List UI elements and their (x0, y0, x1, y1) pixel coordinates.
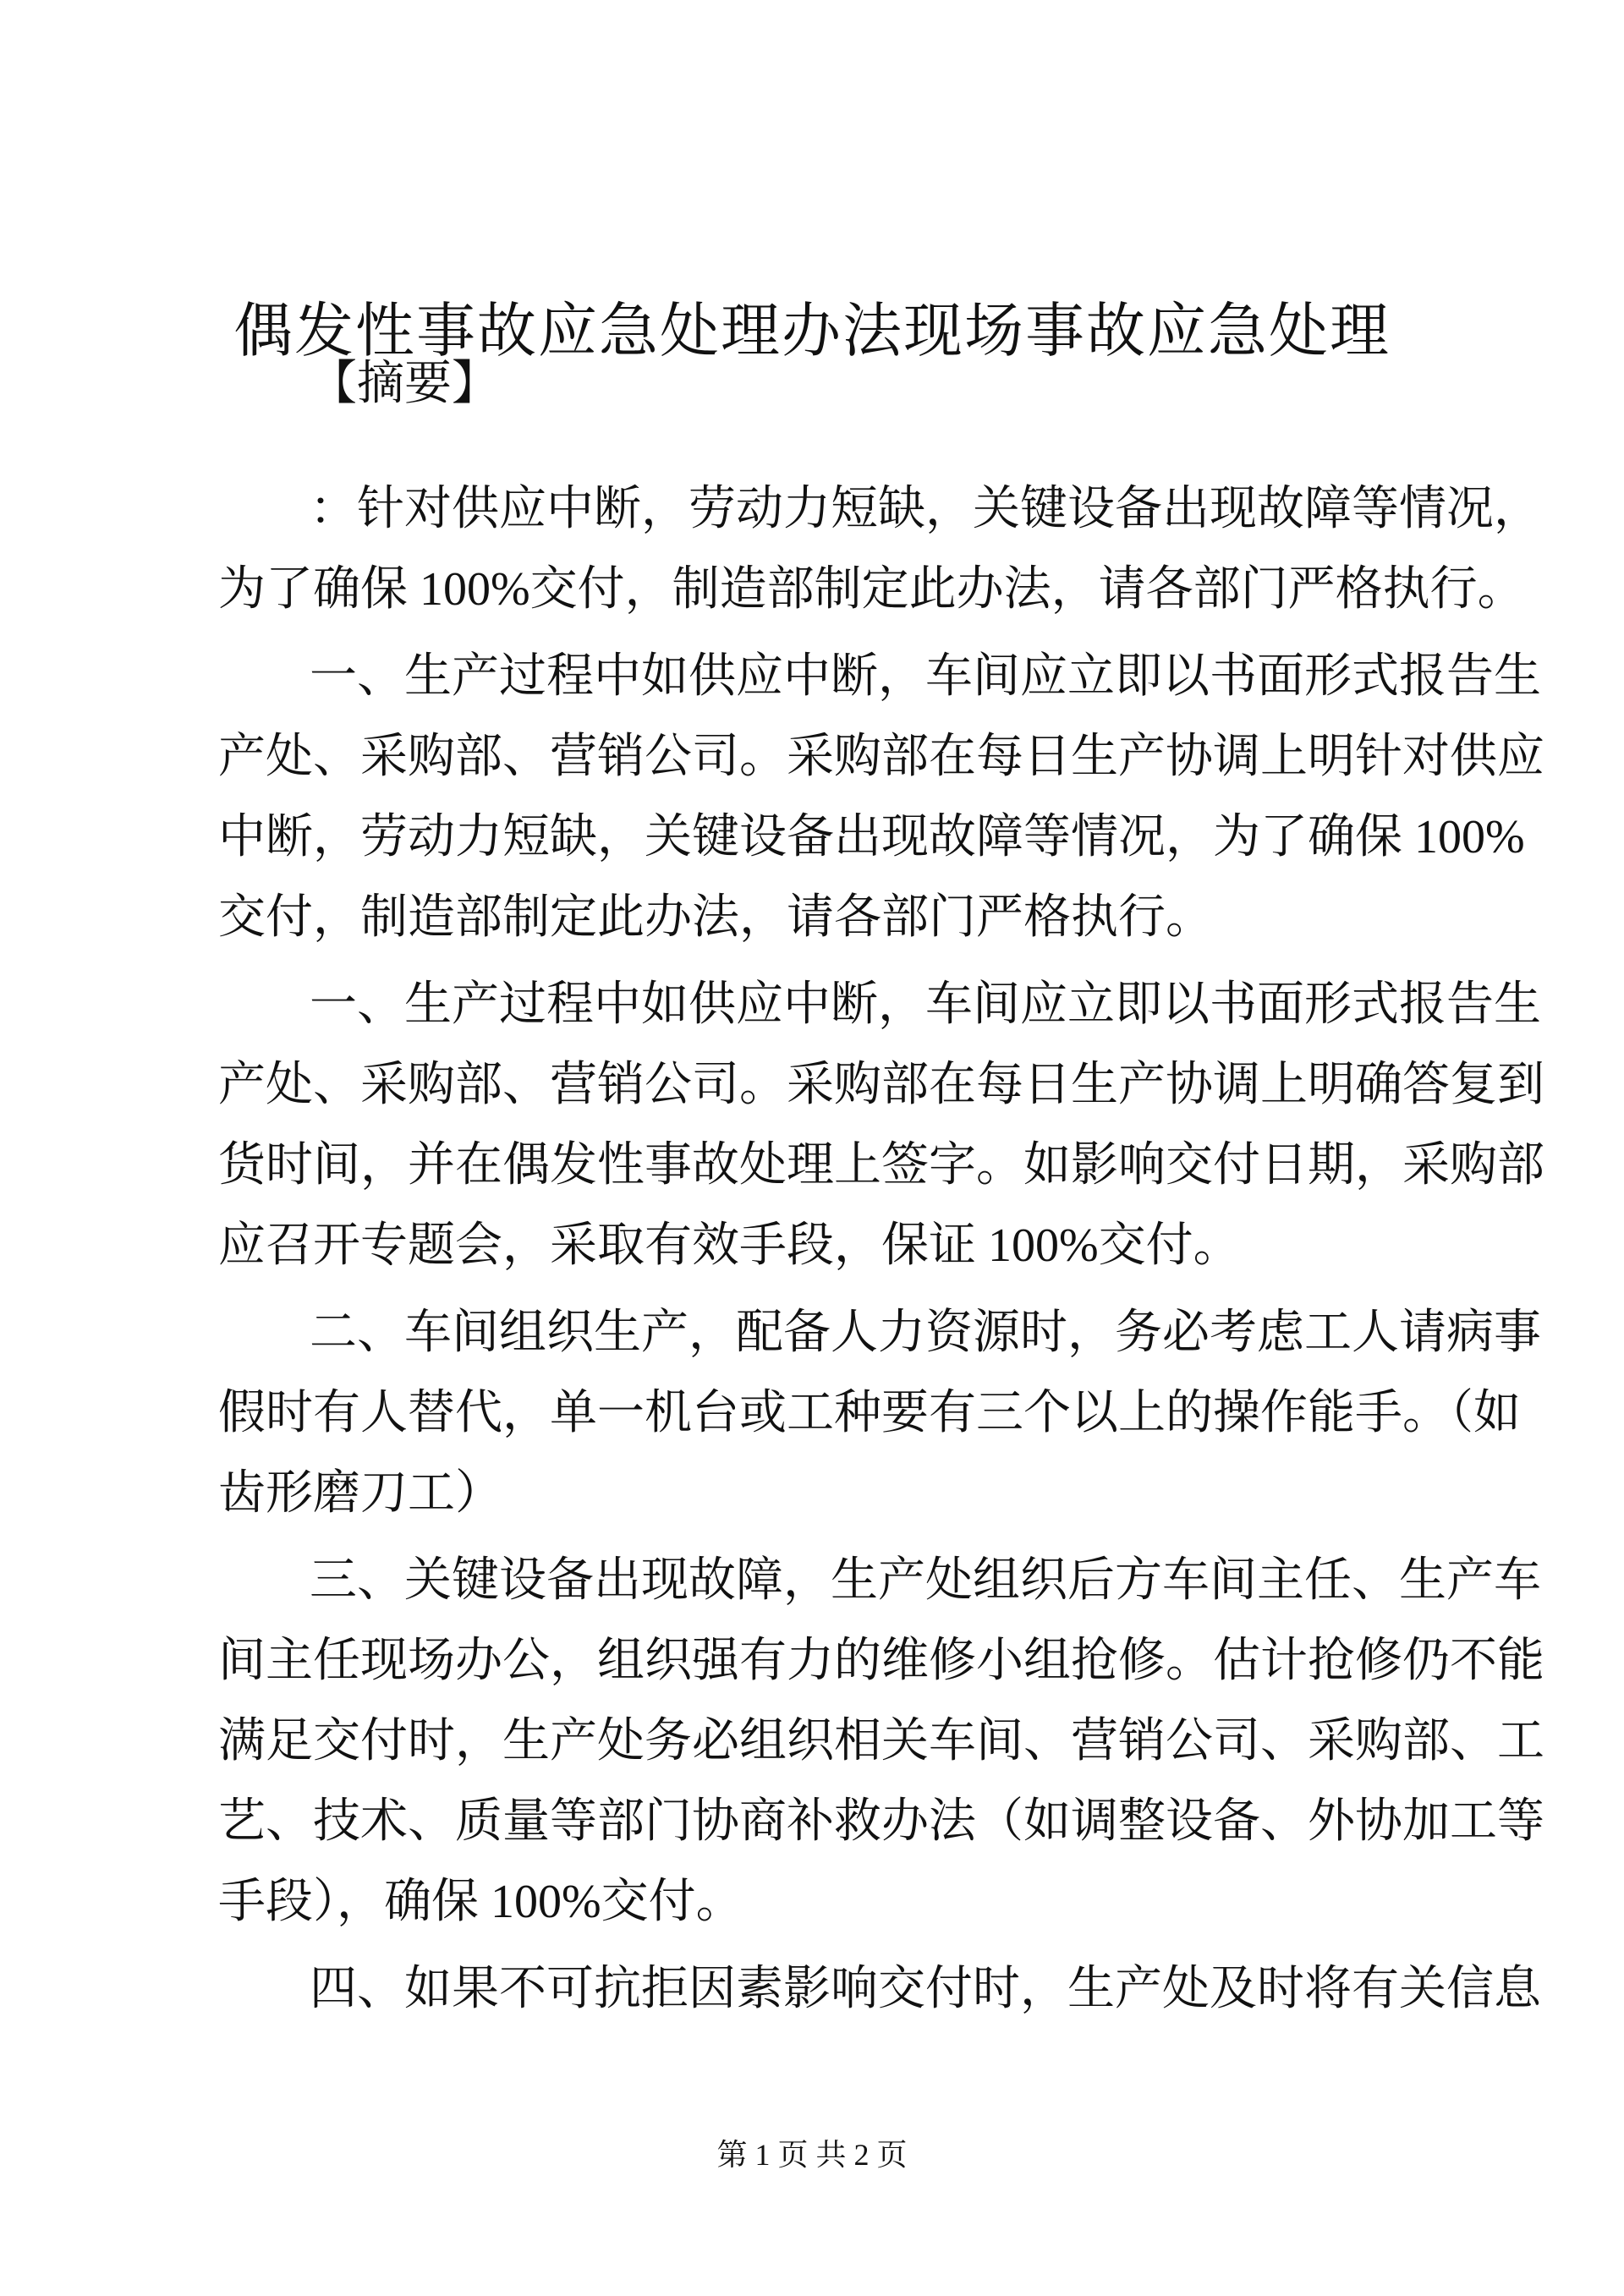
document-title: 偶发性事故应急处理办法现场事故应急处理 (233, 299, 1391, 364)
paragraph-line: 应召开专题会，采取有效手段，保证 100%交付。 (218, 1219, 1241, 1272)
paragraph (218, 1293, 1541, 1534)
paragraph-line: 货时间，并在偶发性事故处理上签字。如影响交付日期，采购部 (218, 1139, 1544, 1192)
paragraph-line: 一、生产过程中如供应中断，车间应立即以书面形式报告生 (310, 650, 1541, 703)
paragraph-line: 中断，劳动力短缺，关键设备出现故障等情况，为了确保 100% (218, 811, 1525, 863)
page-footer: 第 1 页 共 2 页 (716, 2138, 908, 2172)
paragraph-line: 手段），确保 100%交付。 (218, 1876, 743, 1928)
paragraph-line: 三、关键设备出现故障，生产处组织后方车间主任、生产车 (310, 1554, 1541, 1607)
paragraph-line: 产处、采购部、营销公司。采购部在每日生产协调上明针对供应 (218, 731, 1544, 783)
paragraph (218, 1949, 1541, 2030)
abstract-heading: 【摘要】 (310, 358, 499, 410)
paragraph-line: 产处、采购部、营销公司。采购部在每日生产协调上明确答复到 (218, 1059, 1544, 1111)
paragraph (218, 637, 1544, 958)
paragraph-line: 满足交付时，生产处务必组织相关车间、营销公司、采购部、工 (218, 1715, 1544, 1767)
paragraph-line: 间主任现场办公，组织强有力的维修小组抢修。估计抢修仍不能 (218, 1635, 1544, 1687)
paragraph-line: 一、生产过程中如供应中断，车间应立即以书面形式报告生 (310, 978, 1541, 1031)
paragraph-line: 齿形磨刀工） (218, 1467, 502, 1520)
paragraph (218, 469, 1541, 630)
paragraph-line: 四、如果不可抗拒因素影响交付时，生产处及时将有关信息 (310, 1963, 1541, 2015)
paragraph-line: 为了确保 100%交付，制造部制定此办法，请各部门严格执行。 (218, 563, 1525, 616)
paragraph-line: ：针对供应中断，劳动力短缺，关键设备出现故障等情况， (310, 483, 1541, 535)
paragraph (218, 1541, 1544, 1943)
paragraph-line: 二、车间组织生产，配备人力资源时，务必考虑工人请病事 (310, 1307, 1541, 1359)
paragraph-line: 艺、技术、质量等部门协商补救办法（如调整设备、外协加工等 (218, 1795, 1544, 1848)
document-body (218, 469, 1544, 2030)
paragraph (218, 965, 1544, 1286)
paragraph-line: 交付，制造部制定此办法，请各部门严格执行。 (218, 891, 1213, 944)
paragraph-line: 假时有人替代，单一机台或工种要有三个以上的操作能手。（如 (218, 1387, 1521, 1439)
